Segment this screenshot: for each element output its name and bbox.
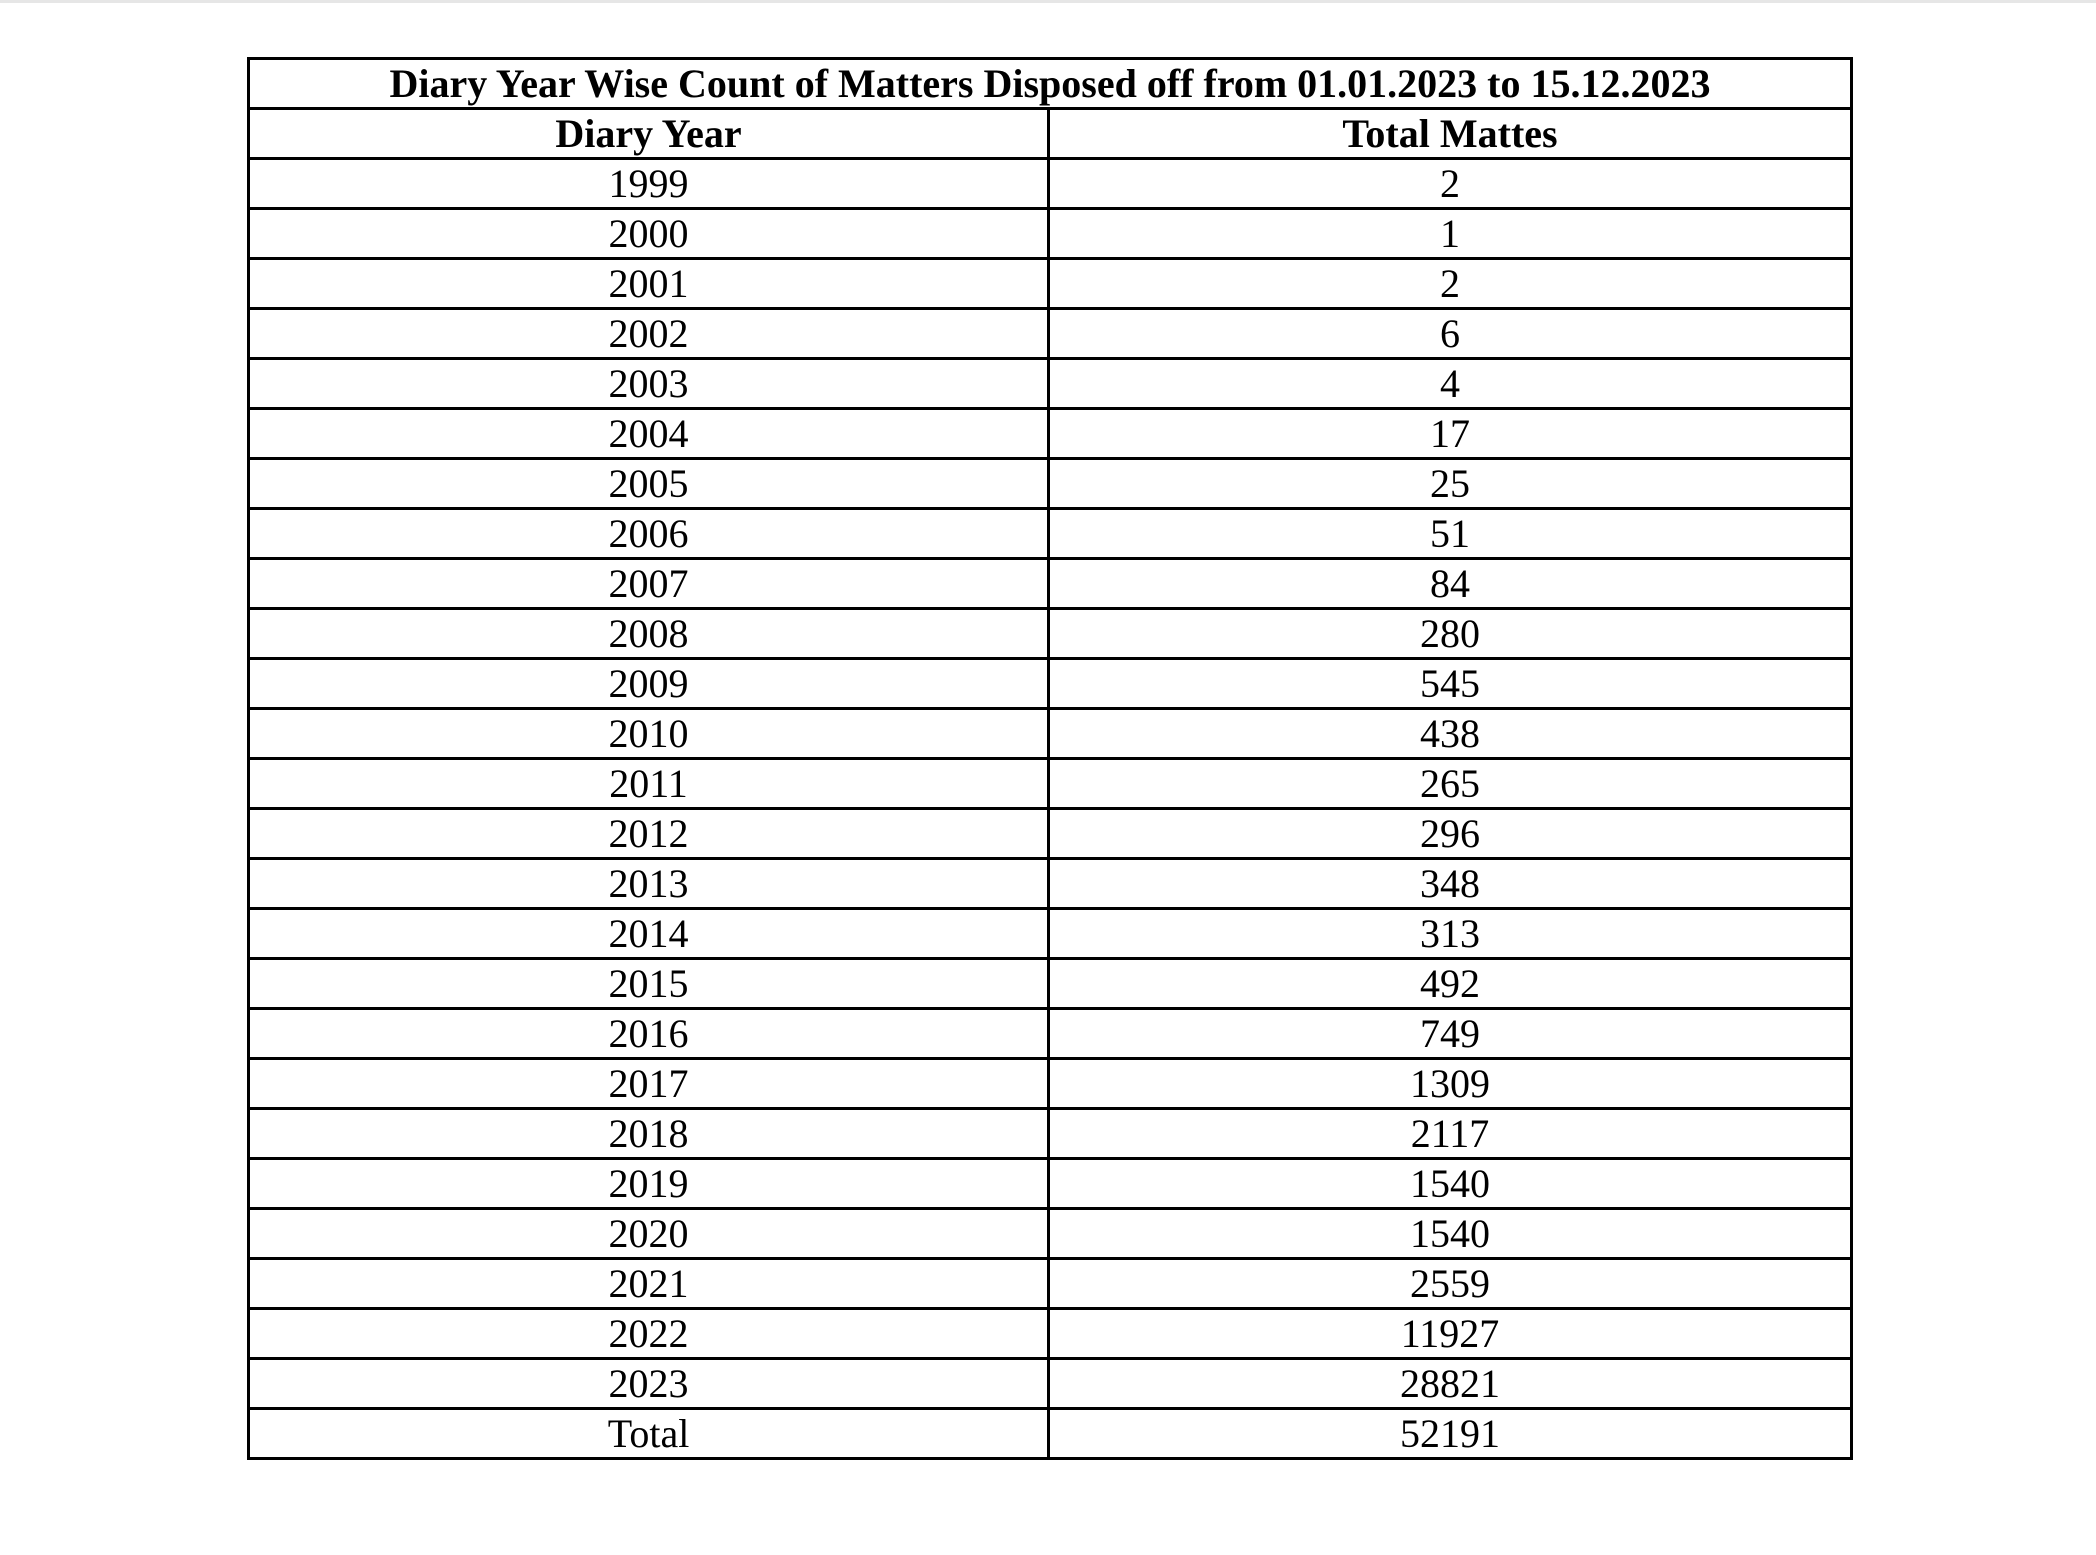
diary-year-cell: 2011 — [249, 759, 1049, 809]
diary-year-cell: 2006 — [249, 509, 1049, 559]
total-matters-cell: 17 — [1049, 409, 1852, 459]
total-matters-cell: 28821 — [1049, 1359, 1852, 1409]
diary-year-cell: 1999 — [249, 159, 1049, 209]
table-row — [249, 809, 1852, 859]
diary-year-cell: 2002 — [249, 309, 1049, 359]
table-row — [249, 409, 1852, 459]
table-row — [249, 1009, 1852, 1059]
disposed-matters-table — [247, 57, 1853, 1460]
table-row — [249, 1209, 1852, 1259]
total-row — [249, 1409, 1852, 1459]
diary-year-cell: 2003 — [249, 359, 1049, 409]
table-row — [249, 509, 1852, 559]
diary-year-cell: 2010 — [249, 709, 1049, 759]
total-matters-cell: 6 — [1049, 309, 1852, 359]
diary-year-cell: 2007 — [249, 559, 1049, 609]
table-header-row — [249, 109, 1852, 159]
table-row — [249, 709, 1852, 759]
total-matters-cell: 11927 — [1049, 1309, 1852, 1359]
table-row — [249, 959, 1852, 1009]
column-header-diary-year: Diary Year — [249, 109, 1049, 159]
table-row — [249, 309, 1852, 359]
table-row — [249, 1359, 1852, 1409]
total-matters-cell: 1540 — [1049, 1209, 1852, 1259]
diary-year-cell: 2008 — [249, 609, 1049, 659]
total-matters-cell: 2 — [1049, 159, 1852, 209]
table-row — [249, 359, 1852, 409]
diary-year-cell: 2022 — [249, 1309, 1049, 1359]
total-matters-cell: 265 — [1049, 759, 1852, 809]
table-row — [249, 1059, 1852, 1109]
total-matters-cell: 1540 — [1049, 1159, 1852, 1209]
diary-year-cell: 2018 — [249, 1109, 1049, 1159]
diary-year-cell: 2020 — [249, 1209, 1049, 1259]
diary-year-cell: 2017 — [249, 1059, 1049, 1109]
table-title: Diary Year Wise Count of Matters Disposed off from 01.01.2023 to 15.12.2023 — [249, 59, 1852, 109]
table-row — [249, 259, 1852, 309]
table-row — [249, 759, 1852, 809]
diary-year-cell: 2013 — [249, 859, 1049, 909]
total-matters-cell: 25 — [1049, 459, 1852, 509]
total-matters-cell: 749 — [1049, 1009, 1852, 1059]
diary-year-cell: 2019 — [249, 1159, 1049, 1209]
total-matters-cell: 280 — [1049, 609, 1852, 659]
table-row — [249, 909, 1852, 959]
total-matters-cell: 2117 — [1049, 1109, 1852, 1159]
total-matters-cell: 2 — [1049, 259, 1852, 309]
table-row — [249, 609, 1852, 659]
diary-year-cell: 2015 — [249, 959, 1049, 1009]
table-row — [249, 859, 1852, 909]
diary-year-cell: 2016 — [249, 1009, 1049, 1059]
column-header-total-matters: Total Mattes — [1049, 109, 1852, 159]
total-matters-cell: 1309 — [1049, 1059, 1852, 1109]
diary-year-cell: 2012 — [249, 809, 1049, 859]
diary-year-cell: 2009 — [249, 659, 1049, 709]
diary-year-cell: 2023 — [249, 1359, 1049, 1409]
total-matters-cell: 84 — [1049, 559, 1852, 609]
total-matters-cell: 313 — [1049, 909, 1852, 959]
table-row — [249, 1259, 1852, 1309]
table-row — [249, 1309, 1852, 1359]
table-row — [249, 459, 1852, 509]
table-row — [249, 1109, 1852, 1159]
total-matters-cell: 1 — [1049, 209, 1852, 259]
diary-year-cell: 2000 — [249, 209, 1049, 259]
diary-year-cell: 2014 — [249, 909, 1049, 959]
total-matters-cell: 492 — [1049, 959, 1852, 1009]
total-matters-cell: 545 — [1049, 659, 1852, 709]
table-row — [249, 159, 1852, 209]
total-matters-cell: 296 — [1049, 809, 1852, 859]
total-value-cell: 52191 — [1049, 1409, 1852, 1459]
diary-year-cell: 2004 — [249, 409, 1049, 459]
total-matters-cell: 51 — [1049, 509, 1852, 559]
total-label-cell: Total — [249, 1409, 1049, 1459]
diary-year-cell: 2001 — [249, 259, 1049, 309]
diary-year-cell: 2005 — [249, 459, 1049, 509]
total-matters-cell: 4 — [1049, 359, 1852, 409]
total-matters-cell: 2559 — [1049, 1259, 1852, 1309]
table-row — [249, 1159, 1852, 1209]
table-title-row — [249, 59, 1852, 109]
total-matters-cell: 438 — [1049, 709, 1852, 759]
page-top-divider — [0, 0, 2096, 3]
table-row — [249, 659, 1852, 709]
table-row — [249, 209, 1852, 259]
total-matters-cell: 348 — [1049, 859, 1852, 909]
diary-year-cell: 2021 — [249, 1259, 1049, 1309]
table-row — [249, 559, 1852, 609]
